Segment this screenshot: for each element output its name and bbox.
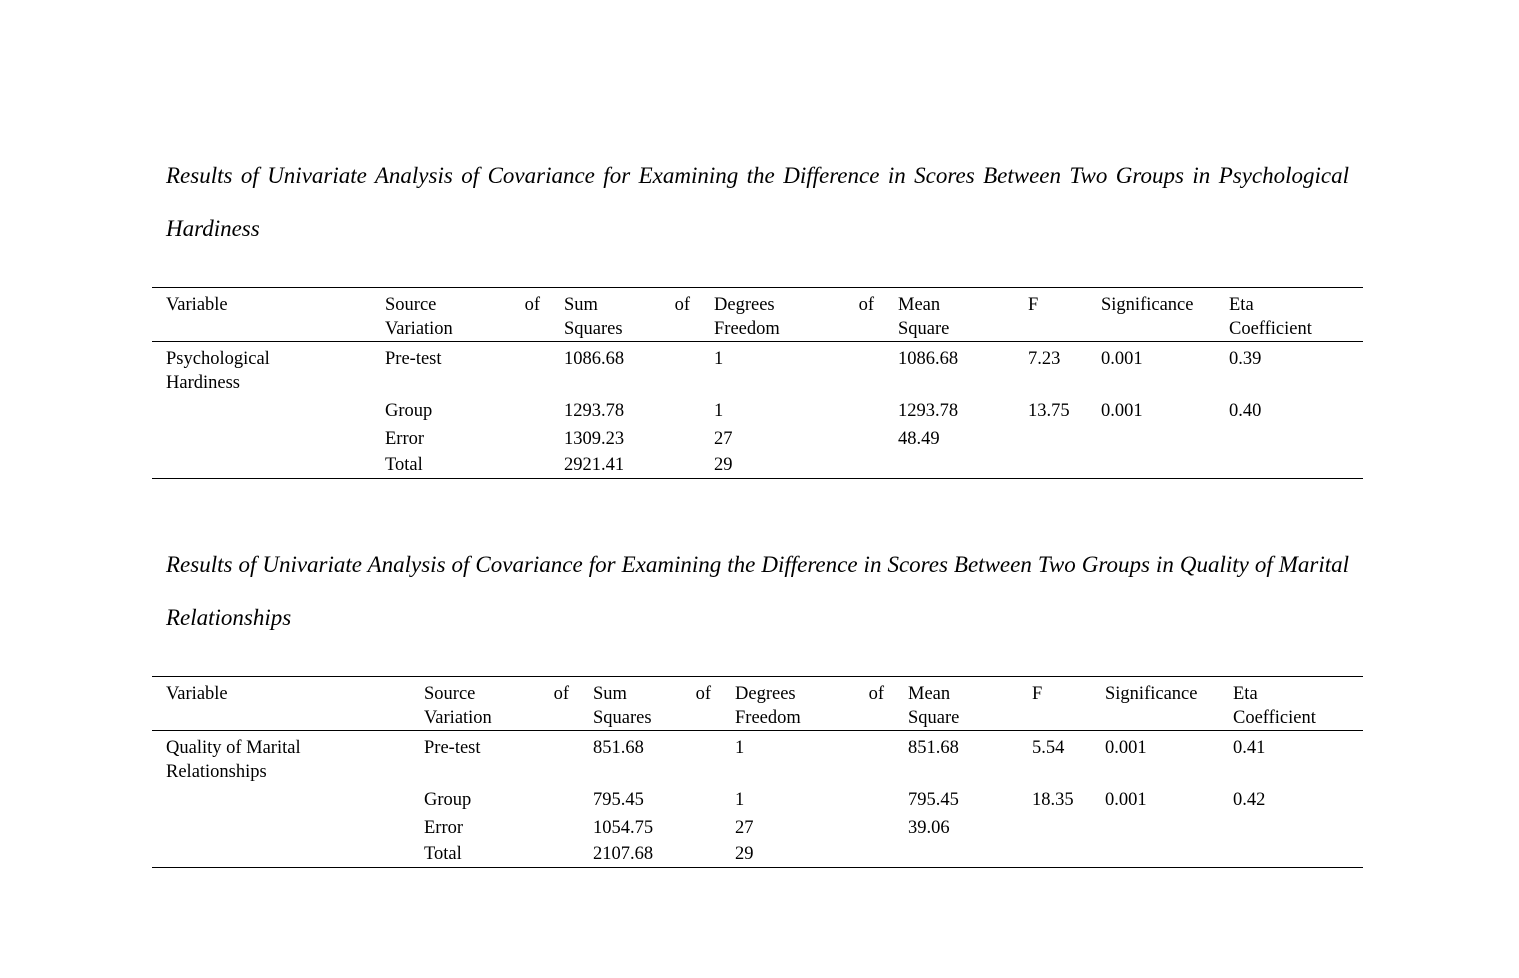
cell-variable: [152, 840, 410, 867]
cell-sum-of-squares: 795.45: [593, 790, 644, 810]
cell-significance: [1087, 423, 1215, 451]
cell-f: [1018, 812, 1091, 840]
cell-sum-of-squares: 1309.23: [564, 429, 625, 449]
cell-sum-of-squares: 2921.41: [550, 451, 700, 478]
header-sum-of-squares: Sum of Squares: [579, 677, 721, 731]
cell-sum-of-squares: 1086.68: [564, 349, 625, 369]
cell-source: Group: [424, 790, 472, 810]
header-f: F: [1014, 288, 1087, 342]
cell-eta: [1215, 423, 1363, 451]
cell-variable: [152, 784, 410, 812]
cell-degrees-of-freedom: 1: [735, 738, 745, 758]
cell-significance: 0.001: [1105, 738, 1147, 758]
header-mean-square: Mean Square: [894, 677, 1018, 731]
cell-eta: 0.41: [1233, 738, 1266, 758]
cell-mean-square: [884, 451, 1014, 478]
cell-variable: [152, 812, 410, 840]
cell-sum-of-squares: 851.68: [593, 738, 644, 758]
cell-source: Error: [385, 429, 425, 449]
cell-f: 5.54: [1032, 738, 1065, 758]
cell-degrees-of-freedom: 27: [735, 818, 754, 838]
cell-variable: Quality of Marital Relationships: [166, 738, 301, 782]
cell-degrees-of-freedom: 1: [714, 401, 724, 421]
table-row: [152, 451, 1363, 478]
table-row: [152, 731, 1363, 785]
table-row: [152, 840, 1363, 867]
cell-significance: [1087, 451, 1215, 478]
cell-degrees-of-freedom: 29: [721, 840, 894, 867]
cell-f: [1014, 451, 1087, 478]
cell-mean-square: [894, 840, 1018, 867]
cell-source: Group: [385, 401, 433, 421]
header-source-of-variation: Source of Variation: [371, 288, 550, 342]
cell-significance: [1091, 840, 1219, 867]
cell-eta: [1215, 451, 1363, 478]
header-variable: Variable: [152, 288, 371, 342]
cell-mean-square: 1293.78: [898, 401, 959, 421]
table-row: [152, 395, 1363, 423]
cell-degrees-of-freedom: 1: [735, 790, 745, 810]
ancova-table-quality-of-marital-relationships: [152, 676, 1363, 868]
cell-variable: [152, 423, 371, 451]
cell-mean-square: 1086.68: [898, 349, 959, 369]
cell-source: Pre-test: [424, 738, 481, 758]
cell-eta: [1219, 812, 1363, 840]
cell-variable: Psychological Hardiness: [166, 349, 270, 393]
cell-variable: [152, 451, 371, 478]
cell-sum-of-squares: 1293.78: [564, 401, 625, 421]
cell-significance: 0.001: [1105, 790, 1147, 810]
cell-f: 18.35: [1032, 790, 1074, 810]
cell-f: [1014, 423, 1087, 451]
cell-mean-square: 795.45: [908, 790, 959, 810]
cell-variable: [152, 395, 371, 423]
cell-source: Total: [371, 451, 550, 478]
cell-sum-of-squares: 1054.75: [593, 818, 654, 838]
ancova-table-psychological-hardiness: [152, 287, 1363, 479]
header-eta-coefficient: Eta Coefficient: [1215, 288, 1363, 342]
cell-source: Pre-test: [385, 349, 442, 369]
header-mean-square: Mean Square: [884, 288, 1014, 342]
cell-eta: 0.42: [1233, 790, 1266, 810]
header-eta-coefficient: Eta Coefficient: [1219, 677, 1363, 731]
table-row: [152, 812, 1363, 840]
cell-mean-square: 48.49: [898, 429, 940, 449]
header-sum-of-squares: Sum of Squares: [550, 288, 700, 342]
cell-significance: [1091, 812, 1219, 840]
table-header-row: [152, 288, 1363, 342]
cell-source: Total: [410, 840, 579, 867]
cell-f: [1018, 840, 1091, 867]
header-source-of-variation: Source of Variation: [410, 677, 579, 731]
header-significance: Significance: [1091, 677, 1219, 731]
header-degrees-of-freedom: Degrees of Freedom: [721, 677, 894, 731]
cell-sum-of-squares: 2107.68: [579, 840, 721, 867]
cell-significance: 0.001: [1101, 401, 1143, 421]
header-degrees-of-freedom: Degrees of Freedom: [700, 288, 884, 342]
table-row: [152, 423, 1363, 451]
cell-eta: 0.40: [1229, 401, 1262, 421]
cell-source: Error: [424, 818, 464, 838]
table-caption-quality-of-marital-relationships: Results of Univariate Analysis of Covariance for Examining the Difference in Scores Between Two Groups in Quality of Marital Relationships: [166, 552, 1349, 630]
table-row: [152, 342, 1363, 396]
cell-eta: 0.39: [1229, 349, 1262, 369]
cell-degrees-of-freedom: 1: [714, 349, 724, 369]
cell-eta: [1219, 840, 1363, 867]
header-f: F: [1018, 677, 1091, 731]
table-caption-psychological-hardiness: Results of Univariate Analysis of Covariance for Examining the Difference in Scores Between Two Groups in Psychological Hardiness: [166, 163, 1349, 241]
table-header-row: [152, 677, 1363, 731]
cell-mean-square: 39.06: [908, 818, 950, 838]
cell-significance: 0.001: [1101, 349, 1143, 369]
cell-degrees-of-freedom: 29: [700, 451, 884, 478]
header-variable: Variable: [152, 677, 410, 731]
cell-mean-square: 851.68: [908, 738, 959, 758]
cell-degrees-of-freedom: 27: [714, 429, 733, 449]
cell-f: 7.23: [1028, 349, 1061, 369]
header-significance: Significance: [1087, 288, 1215, 342]
cell-f: 13.75: [1028, 401, 1070, 421]
table-row: [152, 784, 1363, 812]
